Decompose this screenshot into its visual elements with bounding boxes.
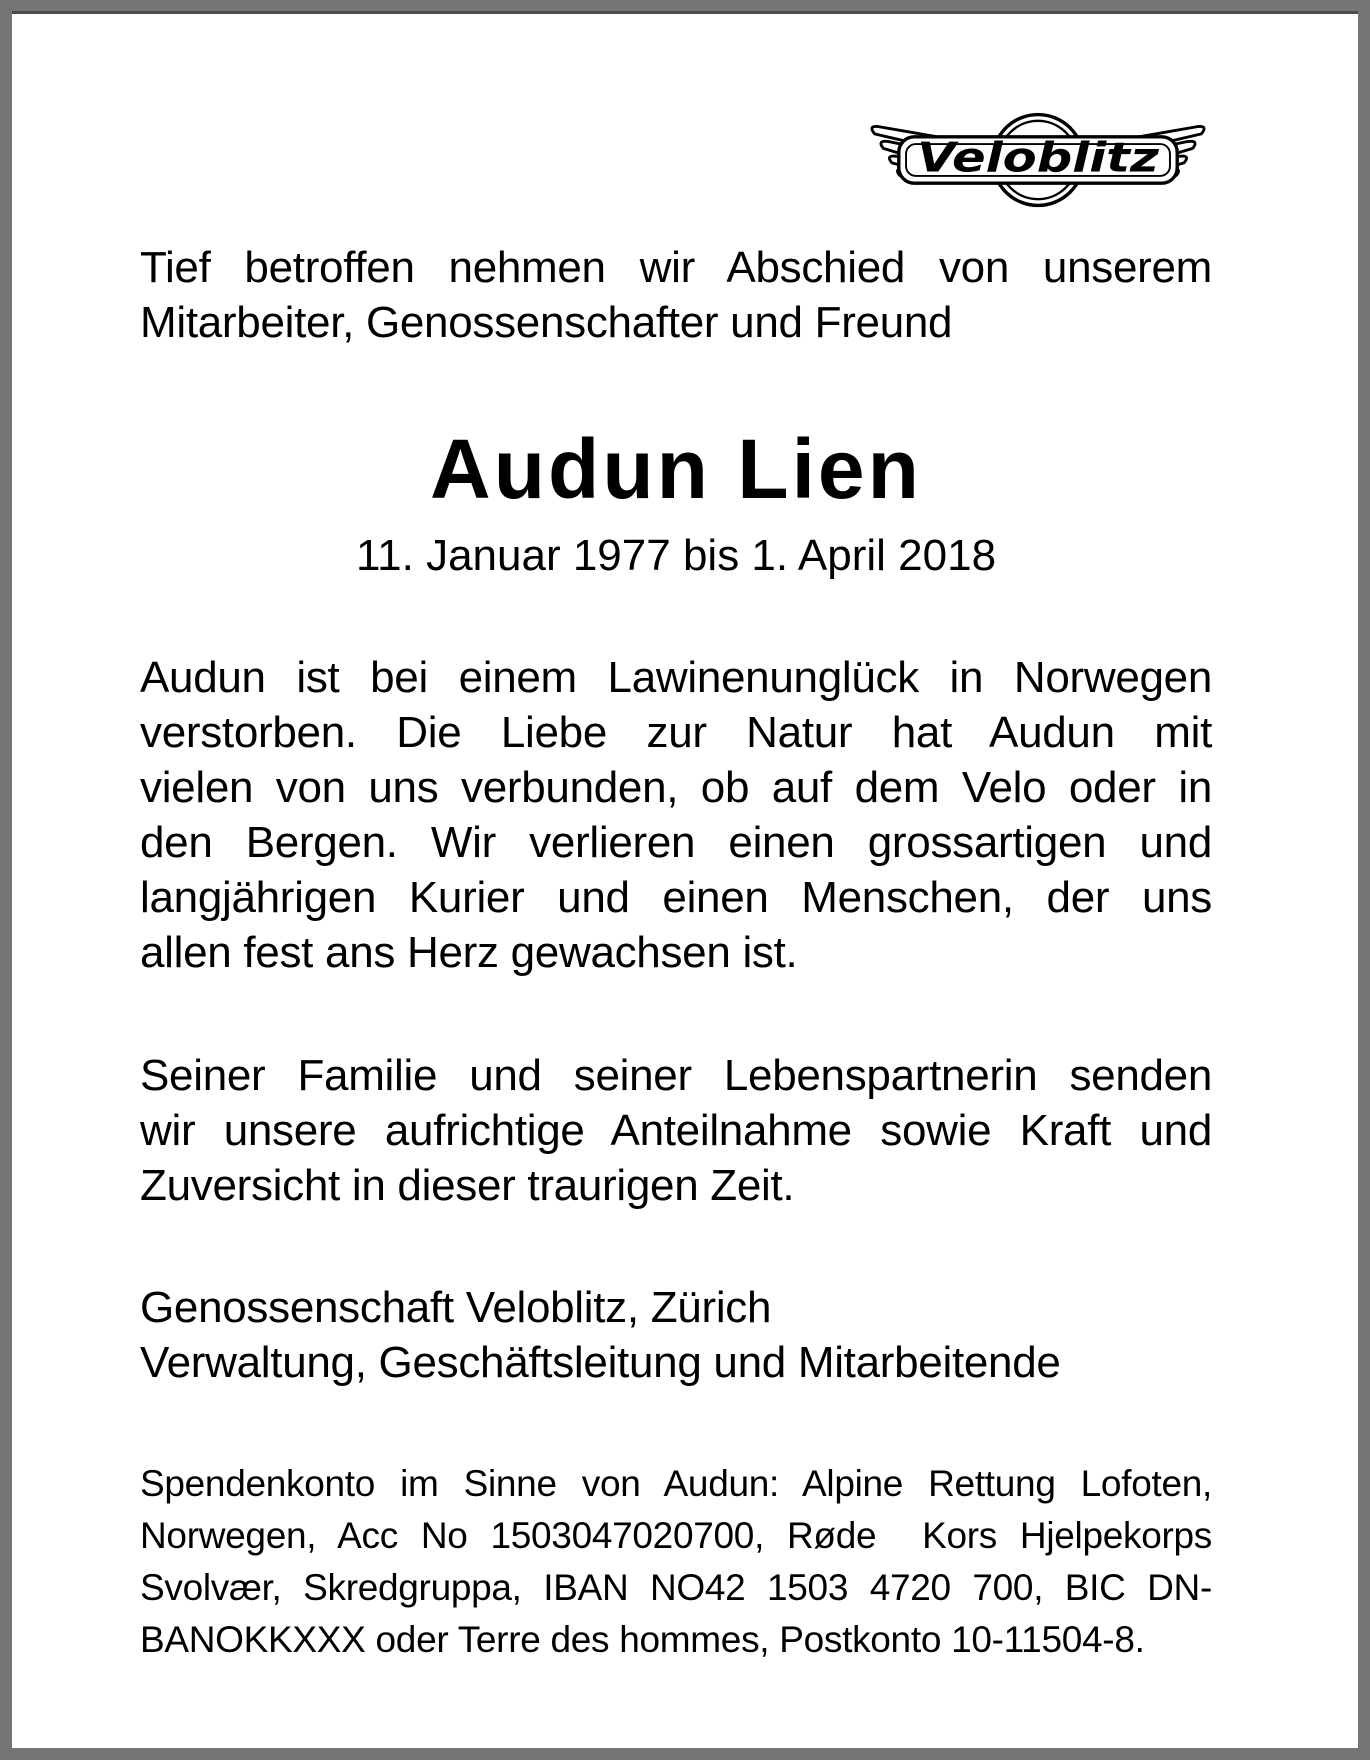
obituary-paragraph	[140, 650, 1212, 980]
text-line: langjährigen Kurier und einen Menschen, der uns	[140, 873, 1212, 922]
logo-wordmark: Veloblitz	[917, 133, 1160, 182]
condolence-paragraph	[140, 1048, 1212, 1213]
life-dates: 11. Januar 1977 bis 1. April 2018	[355, 531, 997, 580]
text-line: Verwaltung, Geschäftsleitung und Mitarbeitende	[140, 1338, 1061, 1387]
text-line: Genossenschaft Veloblitz, Zürich	[140, 1283, 772, 1332]
text-line: Svolvær, Skredgruppa, IBAN NO42 1503 4720 700, BIC DN-	[140, 1567, 1212, 1608]
text-line: verstorben. Die Liebe zur Natur hat Audun mit	[140, 708, 1212, 757]
text-line: Seiner Familie und seiner Lebenspartnerin senden	[140, 1051, 1212, 1100]
logo-row	[140, 14, 1212, 209]
text-line: Spendenkonto im Sinne von Audun: Alpine Rettung Lofoten,	[140, 1463, 1212, 1504]
text-line: Tief betroffen nehmen wir Abschied von unserem	[140, 243, 1212, 292]
signature-block	[140, 1280, 1212, 1390]
deceased-name: Audun Lien	[430, 422, 922, 516]
text-line: den Bergen. Wir verlieren einen grossartigen und	[140, 818, 1212, 867]
intro-paragraph	[140, 240, 1212, 350]
text-line: vielen von uns verbunden, ob auf dem Velo oder in	[140, 763, 1212, 812]
text-line: Mitarbeiter, Genossenschafter und Freund	[140, 298, 953, 347]
obituary-page	[12, 11, 1358, 1748]
text-line: BANOKKXXX oder Terre des hommes, Postkonto 10-11504-8.	[140, 1619, 1145, 1660]
donation-info	[140, 1458, 1212, 1666]
text-line: Norwegen, Acc No 1503047020700, Røde Kors Hjelpekorps	[140, 1515, 1212, 1556]
text-line: Zuversicht in dieser traurigen Zeit.	[140, 1161, 795, 1210]
veloblitz-logo	[864, 111, 1212, 209]
text-line: allen fest ans Herz gewachsen ist.	[140, 928, 798, 977]
text-line: Audun ist bei einem Lawinenunglück in Norwegen	[140, 653, 1212, 702]
text-line: wir unsere aufrichtige Anteilnahme sowie Kraft und	[140, 1106, 1212, 1155]
